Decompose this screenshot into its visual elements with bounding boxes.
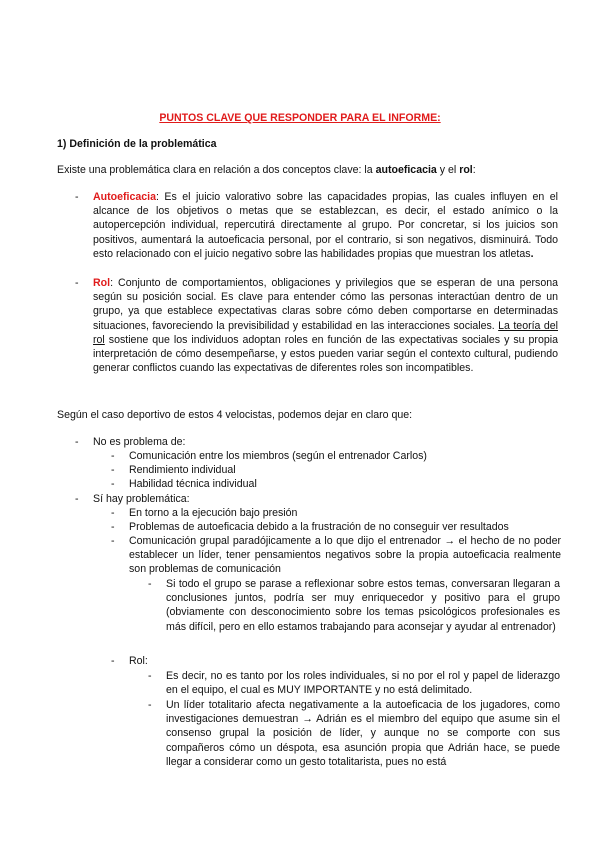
term-autoeficacia: Autoeficacia (93, 191, 156, 203)
list-dash: - (111, 655, 115, 667)
list-item (75, 492, 555, 506)
bullet-rol-text (93, 276, 558, 375)
list-dash: - (148, 578, 152, 590)
comm-sub-text: Si todo el grupo se parase a reflexionar sobre estos temas, conversaran llegaran a conclusiones juntos, podría ser muy enriquecedor y positivo para el grupo (obviamente con desconocimiento sobre los temas psicológicos profesionales es más difícil, pero en ello estamos trabajando para aconsejar y ayudar al entrenador) (166, 578, 560, 633)
rol-definition-a: : Conjunto de comportamientos, obligaciones y privilegios que se esperan de una persona según su posición social. Es clave para entender cómo las personas interactúan dentro de un grupo, ya que establece expectativas claras sobre cómo deben comportarse en determinadas situaciones, favoreciendo la previsibilidad y estabilidad en las interacciones sociales. (93, 277, 558, 332)
case-intro: Según el caso deportivo de estos 4 velocistas, podemos dejar en claro que: (57, 409, 413, 421)
autoeficacia-definition: : Es el juicio valorativo sobre las capacidades propias, las cuales influyen en el alcance de los objetivos o metas que se establezcan, es decir, el estado anímico o la autopercepción individual, repercutirá directamente al grupo. Por concretar, si los juicios son positivos, aumentará la autoeficacia personal, por el contrario, si son negativos, disminuirá. Todo esto relacionado con el juicio negativo sobre las habilidades propias que muestran los atletas (93, 191, 558, 260)
list-item (75, 435, 555, 449)
autoeficacia-period: . (530, 247, 534, 260)
yes-problem-label: Sí hay problemática: (93, 493, 190, 505)
list-yes-problem (75, 492, 555, 506)
section-heading: 1) Definición de la problemática (57, 138, 217, 150)
no-problem-label: No es problema de: (93, 436, 186, 448)
list-dash: - (75, 436, 79, 448)
rol-definition-b: sostiene que los individuos adoptan roles en función de las expectativas sociales y su propia interpretación de cómo desempeñarse, y estos pueden variar según el contexto cultural, pudiendo generar conflictos cuando las expectativas de diferentes roles son incompatibles. (93, 333, 558, 375)
yes-item-2: Problemas de autoeficacia debido a la frustración de no conseguir ver resultados (129, 521, 509, 534)
no-item-1: Comunicación entre los miembros (según el entrenador Carlos) (129, 450, 427, 462)
intro-colon: : (472, 164, 476, 176)
list-dash: - (148, 699, 152, 711)
bullet-dash: - (75, 277, 79, 289)
intro-text-2: y el (436, 164, 460, 176)
list-no-problem (75, 435, 555, 449)
list-dash: - (111, 478, 115, 491)
document-title: PUNTOS CLAVE QUE RESPONDER PARA EL INFORME: (159, 112, 441, 124)
bullet-autoeficacia-text (93, 190, 558, 261)
list-rol-item (111, 654, 561, 668)
intro-term-rol: rol (459, 164, 473, 176)
intro-paragraph (57, 163, 557, 177)
list-item (111, 520, 561, 534)
rol-item-label: Rol: (129, 655, 148, 667)
list-dash: - (111, 535, 115, 547)
rol-sub1-text: Es decir, no es tanto por los roles individuales, si no por el rol y papel de liderazgo en el equipo, el cual es MUY IMPORTANTE y no está delimitado. (166, 670, 560, 697)
list-dash: - (111, 521, 115, 534)
list-item (111, 477, 561, 491)
term-rol: Rol (93, 277, 111, 289)
no-item-2: Rendimiento individual (129, 464, 236, 477)
list-dash: - (75, 493, 79, 505)
comm-item-text: Comunicación grupal paradójicamente a lo que dijo el entrenador → el hecho de no poder establecer un líder, tener pensamientos negativos sobre la propia autoeficacia realmente son problemas de comunicación (129, 535, 561, 576)
intro-term-autoeficacia: autoeficacia (375, 164, 437, 176)
rol-theory-link: La teoría del rol (93, 319, 558, 346)
bullet-dash: - (75, 191, 79, 203)
intro-text: Existe una problemática clara en relación a dos conceptos clave: la (57, 164, 376, 176)
list-item (111, 449, 561, 463)
list-item (111, 463, 561, 477)
list-dash: - (111, 507, 115, 519)
list-no-items (111, 449, 561, 492)
rol-sub2-text: Un líder totalitario afecta negativamente a la autoeficacia de los jugadores, como investigaciones demuestran → Adrián es el miembro del equipo que asume sin el consenso grupal la posición de líder, y aunque no se comporte con sus compañeros cómo un déspota, esa asunción propia que Adrián hace, se puede llegar a considerar como un gesto totalitarista, pues no está (166, 699, 560, 768)
list-dash: - (111, 450, 115, 462)
list-item (111, 654, 561, 668)
no-item-3: Habilidad técnica individual (129, 478, 257, 491)
yes-item-1: En torno a la ejecución bajo presión (129, 507, 298, 519)
list-yes-items (111, 506, 561, 534)
list-dash: - (148, 670, 152, 682)
list-dash: - (111, 464, 115, 477)
list-item (111, 506, 561, 520)
